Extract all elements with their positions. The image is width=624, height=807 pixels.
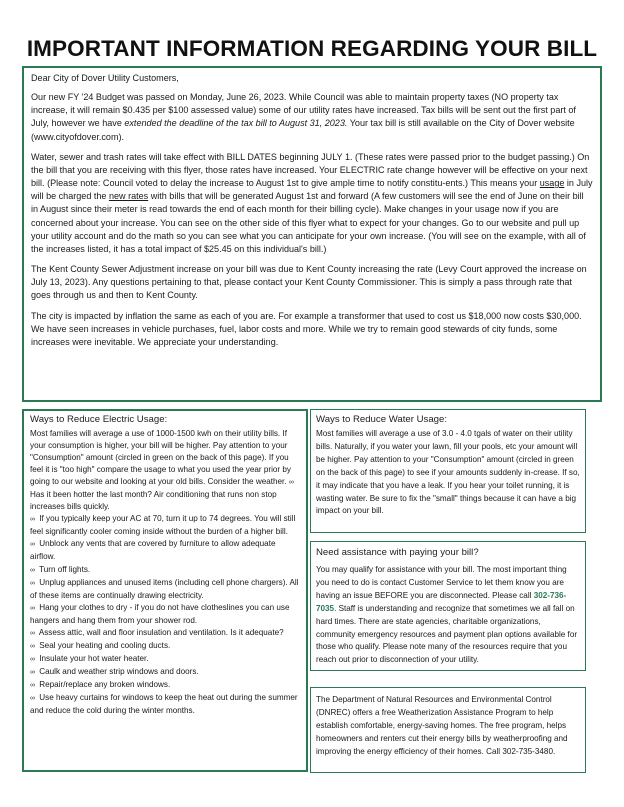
bullet-icon: ∞ [30,541,35,549]
electric-tip: ∞ Unblock any vents that are covered by furniture to allow adequate airflow. [30,539,276,562]
bullet-icon: ∞ [30,681,35,689]
bullet-icon: ∞ [30,642,35,650]
water-heading: Ways to Reduce Water Usage: [316,414,447,425]
electric-tip: Has it been hotter the last month? Air conditioning that runs non stop increases bills quickly. [30,490,277,512]
electric-tip: ∞ Seal your heating and cooling ducts. [30,640,171,650]
water-body: Most families will average a use of 3.0 - 4.0 tgals of water on their utility bills. Naturally, if you water your lawn, fill your pools, etc your amount will be higher. Pay attention to your "Consumption" amount (circled in green on the back of this page) to see if your amounts suddenly in-crease. If so, it may indicate that you have a leak. If you hear your toilet running, it is wasting water. Be sure to fix the "small" things because it can have a big impact on your bill. [316,429,580,516]
assistance-body: You may qualify for assistance with your bill. The most important thing you need to do is contact Customer Service to let them know you are having an issue BEFORE you are disconnected. Please call 302-736-7035. Staff is understanding and recognize that sometimes we all fall on hard times. There are state agencies, charitable organizations, community emergency resources and payment plan options available for those who qualify. Please note many of the resources require that you reach out prior to disconnection of your utility. [316,565,578,665]
electric-tip: ∞ Assess attic, wall and floor insulation and ventilation. Is it adequate? [30,627,284,637]
bullet-icon: ∞ [30,516,35,524]
electric-tip: ∞ Repair/replace any broken windows. [30,679,171,689]
electric-heading: Ways to Reduce Electric Usage: [30,414,168,425]
paragraph-sewer: The Kent County Sewer Adjustment increase on your bill was due to Kent County increasing the rate (Levy Court approved the increase on July 13, 2023). Any questions pertaining to that, please contact your Kent County Commissioner. This is simply a pass through rate that goes through us and then to Kent County. [31,264,587,301]
greeting: Dear City of Dover Utility Customers, [31,73,179,83]
page-title: IMPORTANT INFORMATION REGARDING YOUR BILL [26,36,598,61]
bullet-icon: ∞ [30,668,35,676]
paragraph-budget: Our new FY '24 Budget was passed on Monday, June 26, 2023. While Council was able to maintain property taxes (NO property tax increase, it will remain $0.435 per $100 assessed value) some of our utility rates have increased. Tax bills will be sent out the first part of July, however we have extended the deadline of the tax bill to August 31, 2023. Your tax bill is still available on the City of Dover website (www.cityofdover.com). [31,92,576,142]
bullet-icon: ∞ [30,579,35,587]
electric-tip: ∞ Unplug appliances and unused items (including cell phone chargers). All of these items are continually drawing electricity. [30,577,299,600]
electric-tip: ∞ Turn off lights. [30,564,91,574]
paragraph-inflation: The city is impacted by inflation the same as each of you are. For example a transformer that used to cost us $18,000 now costs $30,000. We have seen increases in vehicle purchases, fuel, labor costs and more. While we try to remain good stewards of city funds, some increases were inevitable. We appreciate your understanding. [31,310,582,347]
bullet-icon: ∞ [30,629,35,637]
electric-tips-box [22,409,308,772]
electric-tip: ∞ If you typically keep your AC at 70, turn it up to 74 degrees. You will still feel significantly cooler coming inside without the burden of a higher bill. [30,514,296,537]
dnrec-box [310,687,586,773]
assistance-heading: Need assistance with paying your bill? [316,547,479,558]
tax-deadline-emphasis: extended the deadline of the tax bill to August 31, 2023. [124,118,348,129]
bullet-icon: ∞ [30,694,35,702]
electric-tip: ∞ Use heavy curtains for windows to keep the heat out during the summer and reduce the cold during the winter months. [30,692,298,716]
customer-service-phone[interactable]: 302-736-7035 [316,590,567,613]
bullet-icon: ∞ [288,479,294,487]
dnrec-body: The Department of Natural Resources and Environmental Control (DNREC) offers a free Weatherization Assistance Program to help establish comfortable, energy-saving homes. The free program, helps homeowners and renters cut their energy bills by weatherproofing and improving the energy efficiency of their homes. Call 302-735-3480. [316,695,568,756]
bullet-icon: ∞ [30,604,35,612]
paragraph-rates: Water, sewer and trash rates will take effect with BILL DATES beginning JULY 1. (These rates were passed prior to the budget passing.) On the bill that you are receiving with this flyer, those rates have increased. Your ELECTRIC rate change however will be effective on your next bill. (Please note: Council voted to delay the increase to August 1st to give ample time to notify constitu-ents.) This means your usage in July will be charged the new rates with bills that will be generated August 1st and forward (A few customers will see the end of June on their bill in August since their meter is read towards the end of each month for their billing cycle). Make changes in your usage now if you are concerned about your increase. You can see on the other side of this flyer what to expect for your changes. Go to our website and pull up your utility account and do the math so you can see what you can anticipate for your own increase. (You will see on the example, with all of the increases listed, it has a total impact of $25.45 on this individual's bill.) [31,151,593,254]
bullet-icon: ∞ [30,655,35,663]
electric-tip: ∞ Hang your clothes to dry - if you do not have clotheslines you can use hangers and hang them from your shower rod. [30,602,290,625]
electric-tip: ∞ Insulate your hot water heater. [30,653,149,663]
usage-underlined: usage [539,178,565,189]
bullet-icon: ∞ [30,566,35,574]
assistance-box [310,541,586,671]
new-rates-underlined: new rates [108,191,149,202]
electric-intro: Most families will average a use of 1000-1500 kwh on their utility bills. If your consumption is higher, your bill will be higher. Pay attention to your "Consumption" amount (circled in green on the back of this page). If you feel it is "too high" compare the usage to what you used the year prior by going to our website and looking at your old bills. Consider the weather. ∞ Has it been hotter the last month? Air conditioning that runs non stop increases bills quickly. [30,429,294,512]
electric-tips-list [30,513,300,717]
electric-tip: ∞ Caulk and weather strip windows and doors. [30,666,199,676]
letter-box [22,66,602,402]
water-tips-box [310,409,586,533]
